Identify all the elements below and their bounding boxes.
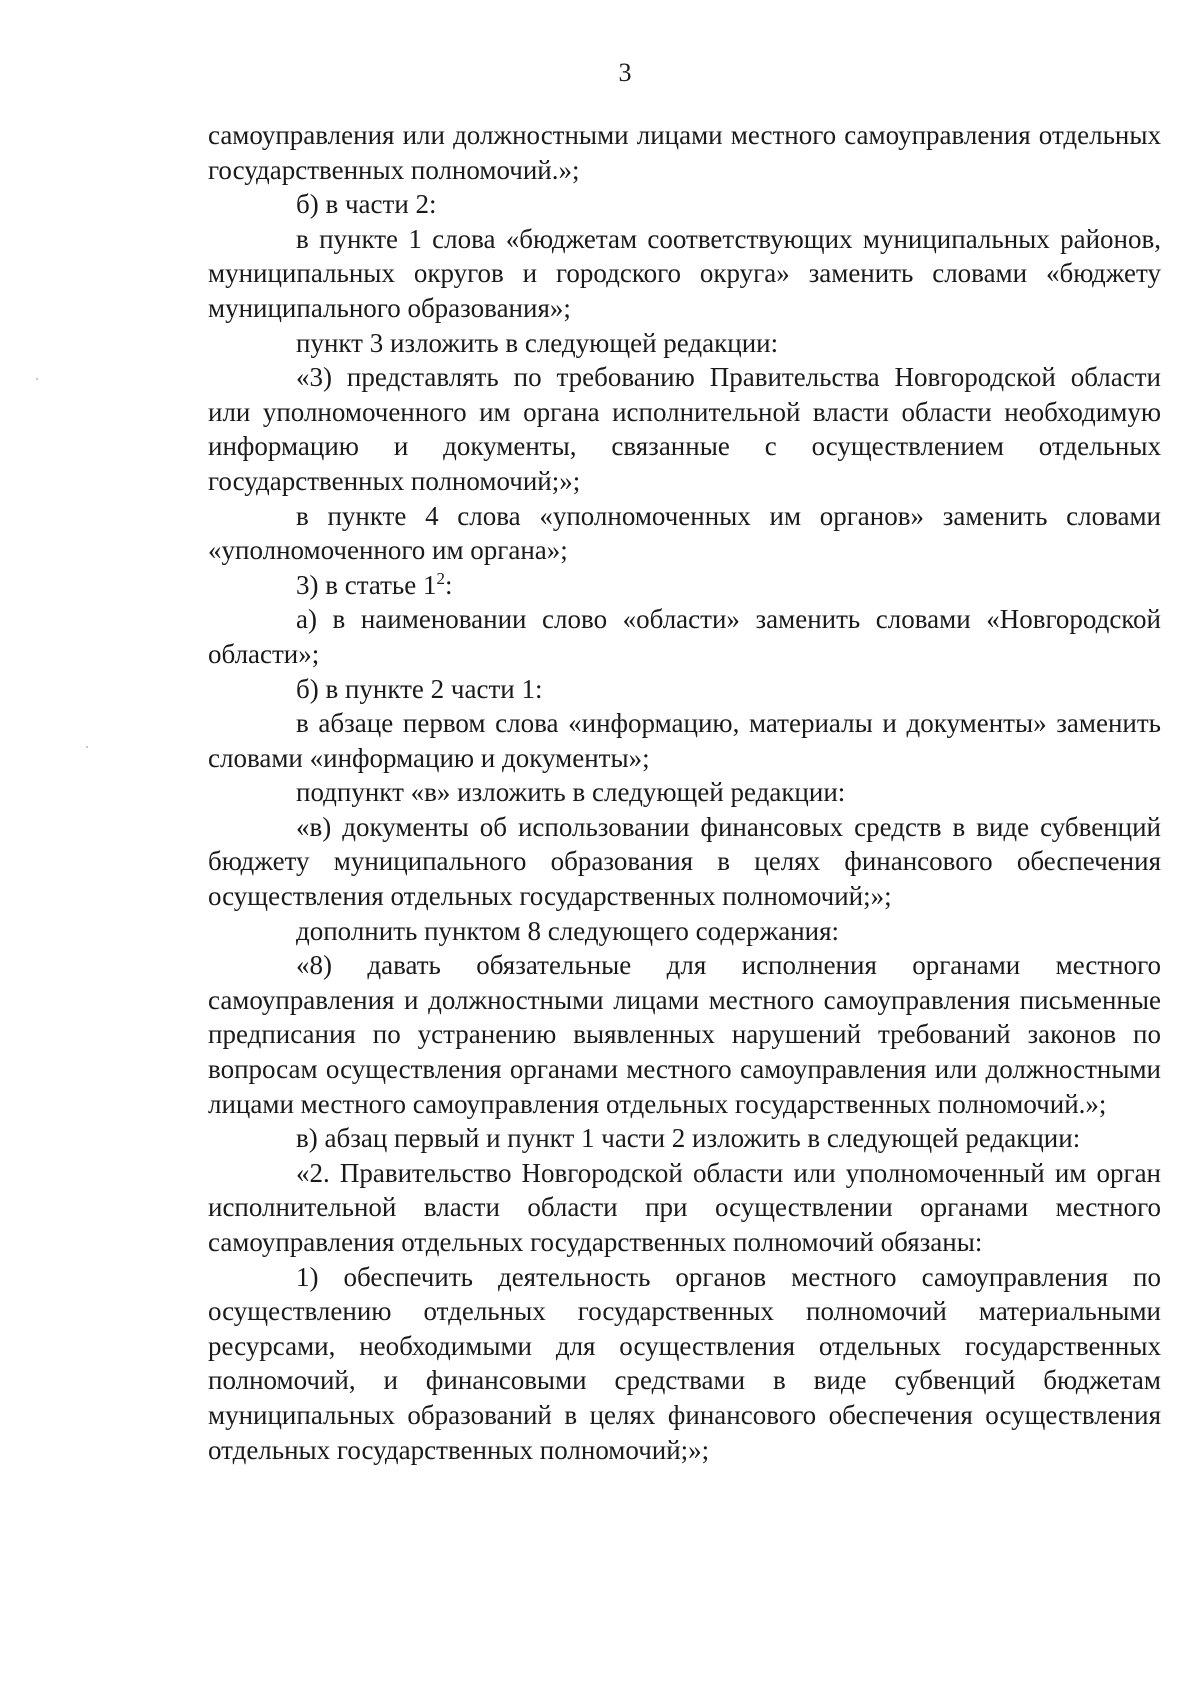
paragraph-16: «2. Правительство Новгородской области или уполномоченный им орган исполнительной власти области при осуществлении органами местного самоуправления отдельных государственных полномочий обязаны: — [208, 1157, 1161, 1257]
paragraph-7-colon: : — [444, 569, 453, 600]
scan-speck — [36, 378, 38, 380]
scan-speck — [86, 746, 88, 748]
paragraph-13: дополнить пунктом 8 следующего содержания: — [296, 915, 840, 946]
paragraph-17: 1) обеспечить деятельность органов местного самоуправления по осуществлению отдельных государственных полномочий материальными ресурсами, необходимыми для осуществления отдельных государственных полномочий, и финансовыми средствами в виде субвенций бюджетам муниципальных образований в целях финансового обеспечения осуществления отдельных государственных полномочий;»; — [208, 1261, 1161, 1465]
paragraph-6: в пункте 4 слова «уполномоченных им органов» заменить словами «уполномоченного им органа»; — [208, 500, 1161, 566]
paragraph-15: в) абзац первый и пункт 1 части 2 изложить в следующей редакции: — [296, 1123, 1081, 1154]
document-body — [208, 118, 1161, 1467]
paragraph-8: а) в наименовании слово «области» заменить словами «Новгородской области»; — [208, 604, 1161, 669]
paragraph-10: в абзаце первом слова «информацию, материалы и документы» заменить словами «информацию и документы»; — [208, 708, 1161, 773]
article-superscript: 2 — [436, 568, 445, 588]
paragraph-2: б) в части 2: — [296, 189, 437, 220]
paragraph-9: б) в пункте 2 части 1: — [296, 673, 543, 704]
paragraph-11: подпункт «в» изложить в следующей редакции: — [296, 777, 846, 808]
paragraph-7-text: 3) в статье 1 — [296, 569, 437, 600]
paragraph-7 — [208, 568, 1161, 603]
page-number: 3 — [618, 58, 632, 87]
paragraph-5: «3) представлять по требованию Правительства Новгородской области или уполномоченного им органа исполнительной власти области необходимую информацию и документы, связанные с осуществлением отдельных государственных полномочий;»; — [208, 362, 1161, 496]
paragraph-12: «в) документы об использовании финансовых средств в виде субвенций бюджету муниципального образования в целях финансового обеспечения осуществления отдельных государственных полномочий;»; — [208, 811, 1161, 912]
paragraph-1: самоуправления или должностными лицами местного самоуправления отдельных государственных полномочий.»; — [208, 120, 1161, 185]
paragraph-14: «8) давать обязательные для исполнения органами местного самоуправления и должностными лицами местного самоуправления письменные предписания по устранению выявленных нарушений требований законов по вопросам осуществления органами местного самоуправления или должностными лицами местного самоуправления отдельных государственных полномочий.»; — [208, 950, 1161, 1119]
paragraph-4: пункт 3 изложить в следующей редакции: — [296, 327, 779, 358]
paragraph-3: в пункте 1 слова «бюджетам соответствующих муниципальных районов, муниципальных округов и городского округа» заменить словами «бюджету муниципального образования»; — [208, 223, 1161, 323]
